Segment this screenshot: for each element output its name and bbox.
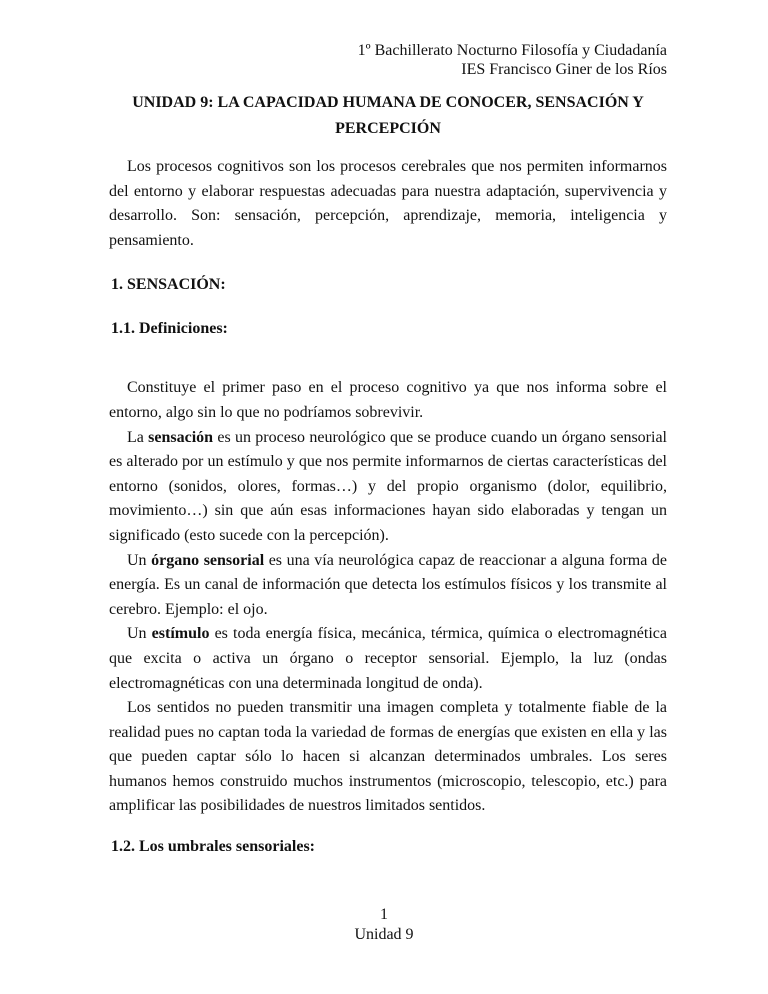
definitions-body [109,376,667,819]
subsection-heading: 1.1. Definiciones: [111,320,228,338]
page-title [100,90,676,142]
header-school: IES Francisco Giner de los Ríos [461,61,667,78]
term-estimulo: estímulo [151,625,210,643]
subsection-heading: 1.2. Los umbrales sensoriales: [111,838,315,856]
footer-unit: Unidad 9 [354,926,414,943]
page-header [109,41,667,79]
paragraph-sensacion: La sensación es un proceso neurológico que se produce cuando un órgano sensorial es alterado por un estímulo y que nos permite informarnos de ciertas características del entorno (sonidos, olores, formas…) y del propio organismo (dolor, equilibrio, movimiento…) sin que aún esas informaciones hayan sido elaboradas y tengan un significado (esto sucede con la percepción). [109,428,668,544]
title-line-2: PERCEPCIÓN [335,120,441,137]
section-heading: 1. SENSACIÓN: [111,276,226,294]
page-content [109,41,667,905]
page-number: 1 [380,906,388,923]
paragraph-organo: Un órgano sensorial es una vía neurológica capaz de reaccionar a alguna forma de energía. Es un canal de información que detecta los estímulos físicos y los transmite al cerebro. Ejemplo: el ojo. [109,551,667,618]
title-line-1: UNIDAD 9: LA CAPACIDAD HUMANA DE CONOCER, SENSACIÓN Y [132,94,644,111]
intro-paragraph: Los procesos cognitivos son los procesos cerebrales que nos permiten informarnos del entorno y elaborar respuestas adecuadas para nuestra adaptación, supervivencia y desarrollo. Son: sensación, percepción, aprendizaje, memoria, inteligencia y pensamiento. [109,158,667,249]
page-footer [0,905,768,945]
term-sensacion: sensación [148,428,214,446]
paragraph: Constituye el primer paso en el proceso cognitivo ya que nos informa sobre el entorno, algo sin lo que no podríamos sobrevivir. [109,379,667,421]
paragraph: Los sentidos no pueden transmitir una imagen completa y totalmente fiable de la realidad pues no captan toda la variedad de formas de energías que existen en ella y las que pueden captar sólo lo hacen si alcanzan determinados umbrales. Los seres humanos hemos construido muchos instrumentos (microscopio, telescopio, etc.) para amplificar las posibilidades de nuestros limitados sentidos. [109,699,667,815]
paragraph-estimulo: Un estímulo es toda energía física, mecánica, térmica, química o electromagnética que excita o activa un órgano o receptor sensorial. Ejemplo, la luz (ondas electromagnéticas con una determinada longitud de onda). [109,625,667,692]
header-course: 1º Bachillerato Nocturno Filosofía y Ciudadanía [357,42,667,59]
term-organo-sensorial: órgano sensorial [151,551,265,569]
